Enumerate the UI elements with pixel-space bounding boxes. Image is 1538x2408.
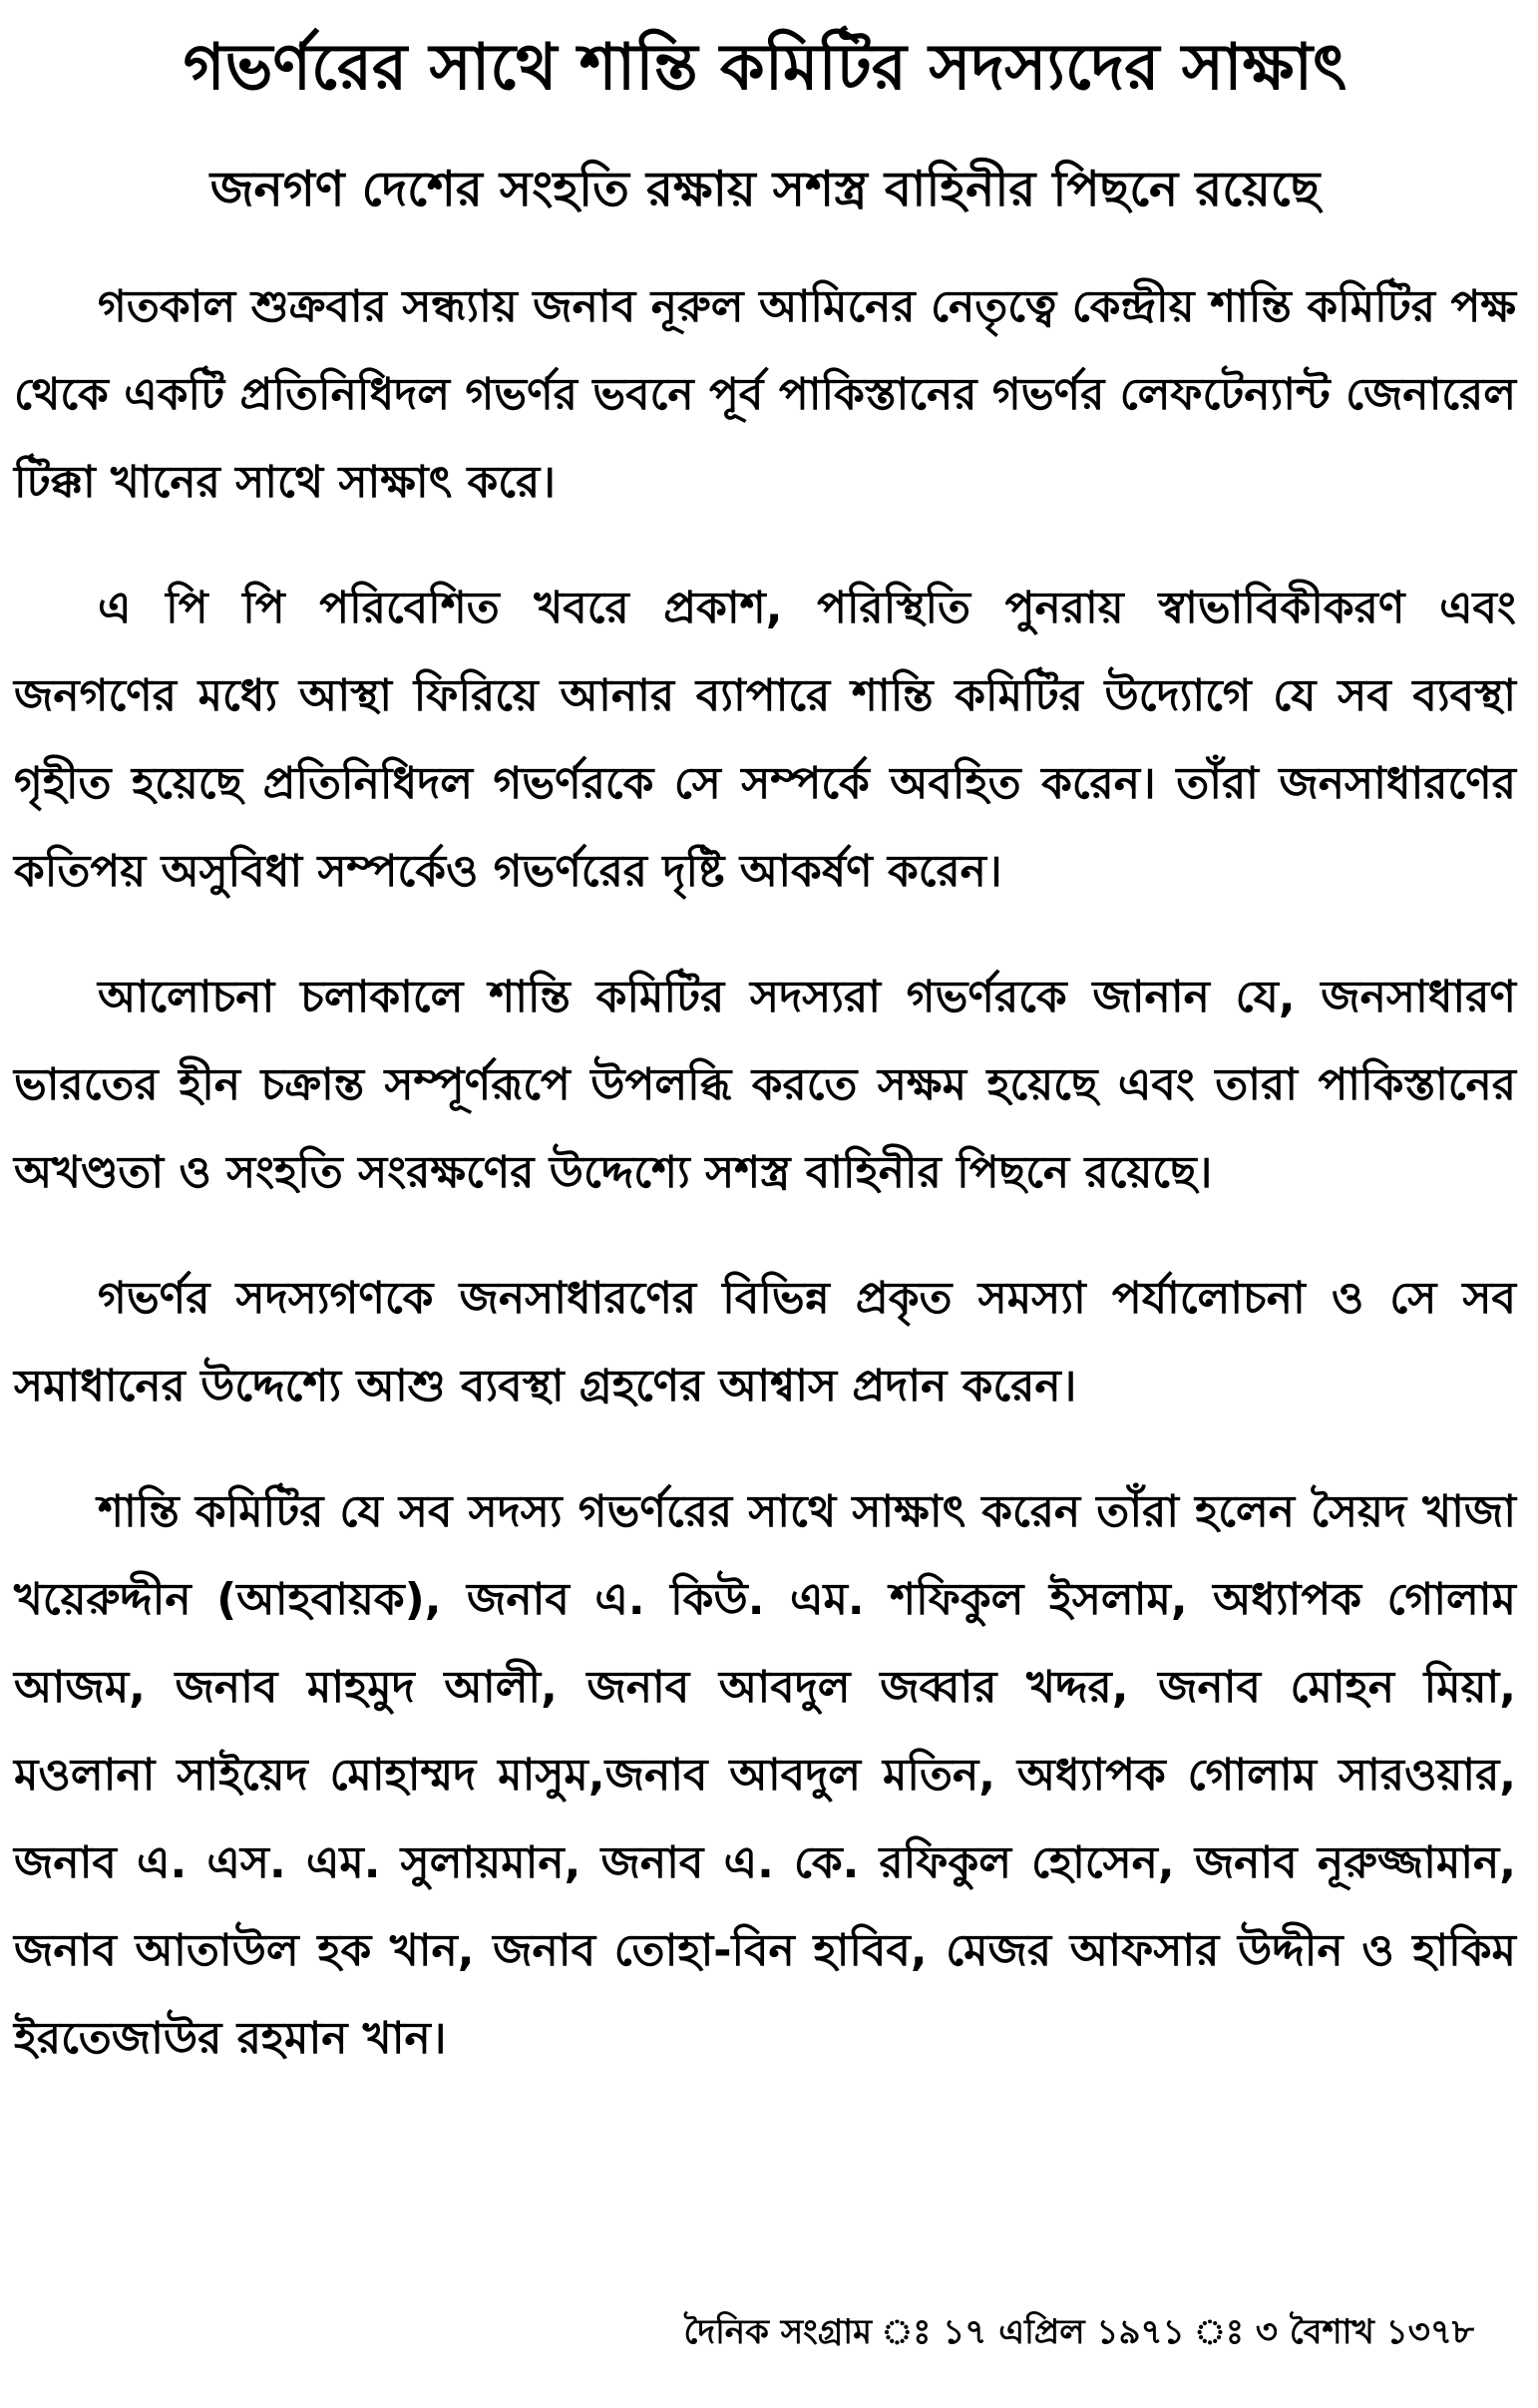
paragraph-4: গভর্ণর সদস্যগণকে জনসাধারণের বিভিন্ন প্রকৃত সমস্যা পর্যালোচনা ও সে সব সমাধানের উদ্দেশ্যে আশু ব্যবস্থা গ্রহণের আশ্বাস প্রদান করেন। (14, 1272, 1516, 1411)
paragraph-1: গতকাল শুক্রবার সন্ধ্যায় জনাব নূরুল আমিনের নেতৃত্বে কেন্দ্রীয় শান্তি কমিটির পক্ষ থেকে একটি প্রতিনিধিদল গভর্ণর ভবনে পূর্ব পাকিস্তানের গভর্ণর লেফটেন্যান্ট জেনারেল টিক্কা খানের সাথে সাক্ষাৎ করে। (14, 280, 1516, 508)
source-citation: দৈনিক সংগ্রাম ঃ ১৭ এপ্রিল ১৯৭১ ঃ ৩ বৈশাখ ১৩৭৮ (683, 2312, 1474, 2352)
headline: গভর্ণরের সাথে শান্তি কমিটির সদস্যদের সাক্ষাৎ (183, 31, 1347, 105)
paragraph-2: এ পি পি পরিবেশিত খবরে প্রকাশ, পরিস্থিতি পুনরায় স্বাভাবিকীকরণ এবং জনগণের মধ্যে আস্থা ফিরিয়ে আনার ব্যাপারে শান্তি কমিটির উদ্যোগে যে সব ব্যবস্থা গৃহীত হয়েছে প্রতিনিধিদল গভর্ণরকে সে সম্পর্কে অবহিত করেন। তাঁরা জনসাধারণের কতিপয় অসুবিধা সম্পর্কেও গভর্ণরের দৃষ্টি আকর্ষণ করেন। (14, 582, 1516, 897)
paragraph-5: শান্তি কমিটির যে সব সদস্য গভর্ণরের সাথে সাক্ষাৎ করেন তাঁরা হলেন সৈয়দ খাজা খয়েরুদ্দীন (আহবায়ক), জনাব এ. কিউ. এম. শফিকুল ইসলাম, অধ্যাপক গোলাম আজম, জনাব মাহমুদ আলী, জনাব আবদুল জব্বার খদ্দর, জনাব মোহন মিয়া, মওলানা সাইয়েদ মোহাম্মদ মাসুম,জনাব আবদুল মতিন, অধ্যাপক গোলাম সারওয়ার, জনাব এ. এস. এম. সুলায়মান, জনাব এ. কে. রফিকুল হোসেন, জনাব নূরুজ্জামান, জনাব আতাউল হক খান, জনাব তোহা-বিন হাবিব, মেজর আফসার উদ্দীন ও হাকিম ইরতেজাউর রহমান খান। (14, 1485, 1516, 2064)
article-body (14, 263, 1516, 2083)
subheadline: জনগণ দেশের সংহতি রক্ষায় সশস্ত্র বাহিনীর পিছনে রয়েছে (209, 160, 1321, 217)
paragraph-3: আলোচনা চলাকালে শান্তি কমিটির সদস্যরা গভর্ণরকে জানান যে, জনসাধারণ ভারতের হীন চক্রান্ত সম্পূর্ণরূপে উপলব্ধি করতে সক্ষম হয়েছে এবং তারা পাকিস্তানের অখণ্ডতা ও সংহতি সংরক্ষণের উদ্দেশ্যে সশস্ত্র বাহিনীর পিছনে রয়েছে। (14, 971, 1516, 1198)
